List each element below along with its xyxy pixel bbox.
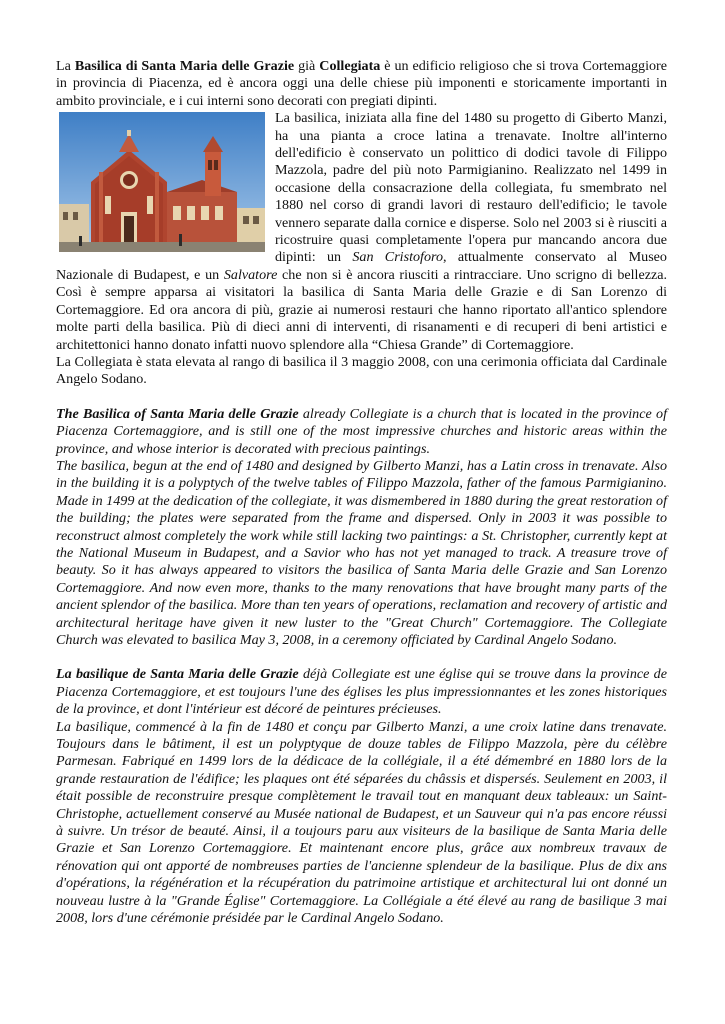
italian-title: Basilica di Santa Maria delle Grazie: [74, 58, 295, 74]
french-body-paragraph: La basilique, commencé à la fin de 1480 et conçu par Gilberto Manzi, a une croix latine dans trenavate. Toujours dans le bâtiment, il est un polyptyque de douze tables de Filippo Mazzola, père du célèbre Parmesan. Fabriqué en 1499 lors de la dédicace de la collégiale, il a été démembré en 1880 lors de la grande restauration de l'édifice; les plaques ont été séparées du châssis et dispersés. Seulement en 2003, il était possible de reconstruire presque complètement le travail tout en manquant deux tableaux: un Saint-Christophe, actuellement conservé au Musée national de Budapest, et un Sauveur qui n'a pas encore réussi à suivre. Un trésor de beauté. Ainsi, il a toujours paru aux visiteurs de la basilique de Santa Maria delle Grazie et San Lorenzo Cortemaggiore. Et maintenant encore plus, grâce aux nombreux travaux de rénovation qui ont apporté de nombreuses parties de l'ancienne splendeur de la basilique. Plus de dix ans d'opérations, la régénération et la récupération du patrimoine artistique et architectural lui ont donné un nouveau lustre à la "Grande Église" Cortemaggiore. La Collégiale a été élevé au rang de basilique 3 mai 2008, lors d'une cérémonie présidée par le Cardinal Angelo Sodano.: [56, 718, 667, 927]
french-intro-paragraph: La basilique de Santa Maria delle Grazie déjà Collegiate est une église qui se trouve dans la province de Piacenza Cortemaggiore, et est toujours l'une des églises les plus impressionnantes et les zones historiques de la province, et dont l'intérieur est décoré de peintures précieuses.: [56, 666, 667, 718]
italian-intro-paragraph: La Basilica di Santa Maria delle Grazie già Collegiata è un edificio religioso che si trova Cortemaggiore in provincia di Piacenza, ed è ancora oggi una delle chiese più imponenti e storicamente importanti in ambito provinciale, e i cui interni sono decorati con pregiati dipinti.: [56, 58, 668, 109]
english-section: [56, 406, 667, 650]
english-body-paragraph: The basilica, begun at the end of 1480 and designed by Gilberto Manzi, has a Latin cross in trenavate. Also in the building it is a polyptych of the twelve tables of Filippo Mazzola, father of the famous Parmigianino. Made in 1499 at the dedication of the collegiate, it was dismembered in 1880 during the great restoration of the building; the plates were separated from the frame and dispersed. Only in 2003 it was possible to reconstruct almost completely the work while still lacking two paintings: a St. Christopher, currently kept at the National Museum in Budapest, and a Savior who has not yet managed to track. A treasure trove of beauty. So it has always appeared to visitors the basilica of Santa Maria delle Grazie and San Lorenzo Cortemaggiore. And now even more, thanks to the many renovations that have brought many parts of the ancient splendor of the basilica. More than ten years of operations, reclamation and recovery of artistic and architectural heritage have given it new luster to the "Great Church" Cortemaggiore. The Collegiate Church was elevated to basilica May 3, 2008, in a ceremony officiated by Cardinal Angelo Sodano.: [56, 457, 667, 648]
english-intro-paragraph: The Basilica of Santa Maria delle Grazie already Collegiate is a church that is located in the province of Piacenza Cortemaggiore, and is still one of the most impressive churches and historic areas within the province, and whose interior is decorated with precious paintings.: [56, 405, 667, 457]
collegiata-bold: Collegiata: [319, 58, 381, 74]
italian-body-paragraph: La basilica, iniziata alla fine del 1480 su progetto di Giberto Manzi, ha una pianta a croce latina a trenavate. Inoltre all'interno dell'edificio è conservato un polittico di dodici tavole di Filippo Mazzola, padre del più noto Parmigianino. Realizzato nel 1499 in occasione della consacrazione della collegiata, fu smembrato nel 1880 nel corso di grandi lavori di restauro dell'edificio; le tavole vennero separate dalla cornice e disperse. Solo nel 2003 si è riusciti a ricostruire quasi completamente l'opera pur mancando ancora due dipinti: un San Cristoforo, attualmente conservato al Museo Nazionale di Budapest, e un Salvatore che non si è ancora riusciti a rintracciare. Uno scrigno di bellezza. Così è sempre apparsa ai visitatori la basilica di Santa Maria delle Grazie e di San Lorenzo di Cortemaggiore. Ed ora ancora di più, grazie ai numerosi restauri che hanno riportato all'antico splendore molte parti della basilica. Più di dieci anni di interventi, di risanamenti e di recuperi di beni artistici e architettonici hanno donato infatti nuovo splendore alla “Chiesa Grande” di Cortemaggiore.: [56, 110, 667, 353]
italian-section: [56, 58, 667, 389]
french-title: La basilique de Santa Maria delle Grazie: [56, 666, 299, 683]
basilica-photo: [59, 112, 265, 252]
english-title: The Basilica of Santa Maria delle Grazie: [56, 405, 299, 422]
french-section: [56, 666, 667, 927]
italian-closing-paragraph: La Collegiata è stata elevata al rango di basilica il 3 maggio 2008, con una cerimonia officiata dal Cardinale Angelo Sodano.: [56, 353, 667, 388]
